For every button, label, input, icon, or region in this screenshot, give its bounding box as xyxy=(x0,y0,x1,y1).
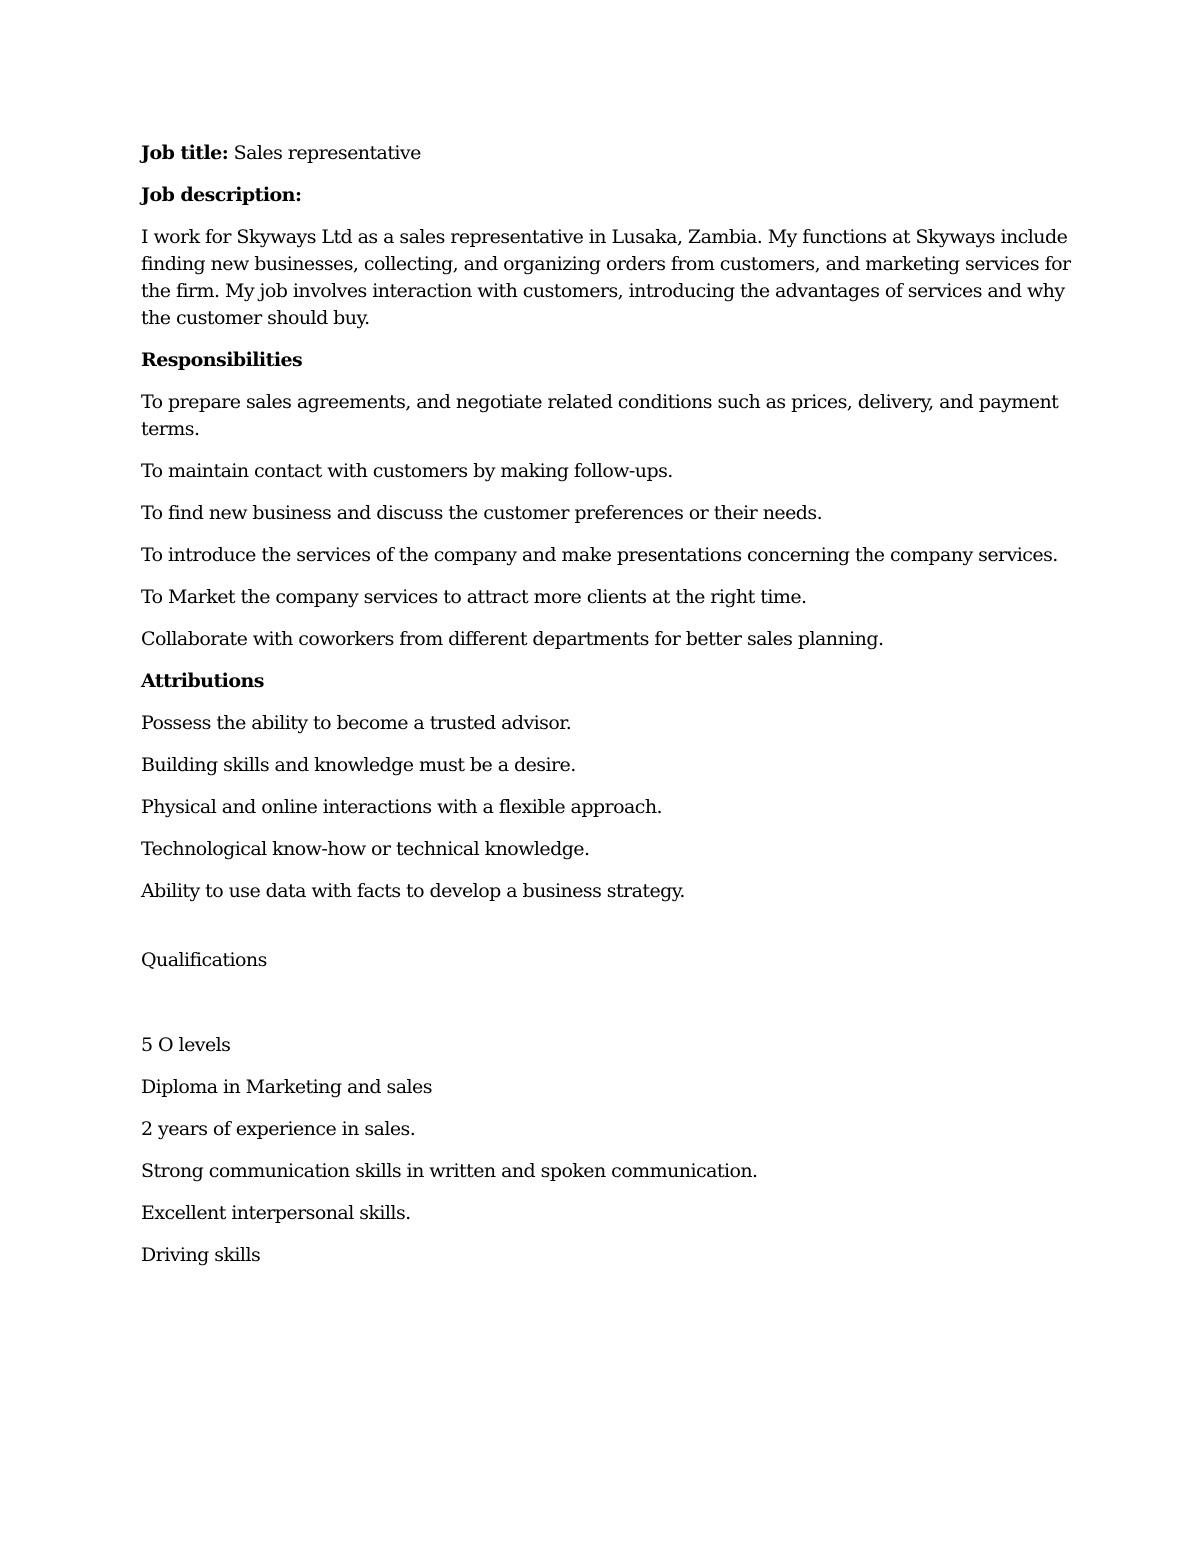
job-description-heading: Job description: xyxy=(141,184,302,206)
qualification-item: Driving skills xyxy=(141,1244,261,1266)
qualification-item: Diploma in Marketing and sales xyxy=(141,1076,432,1098)
responsibility-item: To maintain contact with customers by making follow-ups. xyxy=(141,460,673,482)
job-title-value: Sales representative xyxy=(233,142,421,164)
responsibility-item: To Market the company services to attract more clients at the right time. xyxy=(141,586,807,608)
qualification-item: 2 years of experience in sales. xyxy=(141,1118,416,1140)
responsibility-item: To find new business and discuss the customer preferences or their needs. xyxy=(141,502,823,524)
qualifications-heading: Qualifications xyxy=(141,949,267,971)
attribution-item: Technological know-how or technical knowledge. xyxy=(141,838,590,860)
qualification-item: Strong communication skills in written and spoken communication. xyxy=(141,1160,758,1182)
responsibility-item: Collaborate with coworkers from different departments for better sales planning. xyxy=(141,628,884,650)
responsibility-item: To prepare sales agreements, and negotiate related conditions such as prices, delivery, and payment terms. xyxy=(141,391,1059,440)
attribution-item: Ability to use data with facts to develop a business strategy. xyxy=(141,880,685,902)
attribution-item: Physical and online interactions with a flexible approach. xyxy=(141,796,663,818)
job-description-text: I work for Skyways Ltd as a sales representative in Lusaka, Zambia. My functions at Skyways include finding new businesses, collecting, and organizing orders from customers, and marketing services for the firm. My job involves interaction with customers, introducing the advantages of services and why the customer should buy. xyxy=(141,226,1071,329)
qualification-item: 5 O levels xyxy=(141,1034,231,1056)
qualification-item: Excellent interpersonal skills. xyxy=(141,1202,411,1224)
attributions-heading: Attributions xyxy=(141,670,264,692)
attribution-item: Building skills and knowledge must be a desire. xyxy=(141,754,576,776)
job-title-line xyxy=(141,140,1071,167)
document-body xyxy=(141,140,1071,1284)
responsibilities-heading: Responsibilities xyxy=(141,349,303,371)
attribution-item: Possess the ability to become a trusted advisor. xyxy=(141,712,572,734)
responsibility-item: To introduce the services of the company and make presentations concerning the company services. xyxy=(141,544,1058,566)
job-title-label: Job title: xyxy=(141,142,229,164)
